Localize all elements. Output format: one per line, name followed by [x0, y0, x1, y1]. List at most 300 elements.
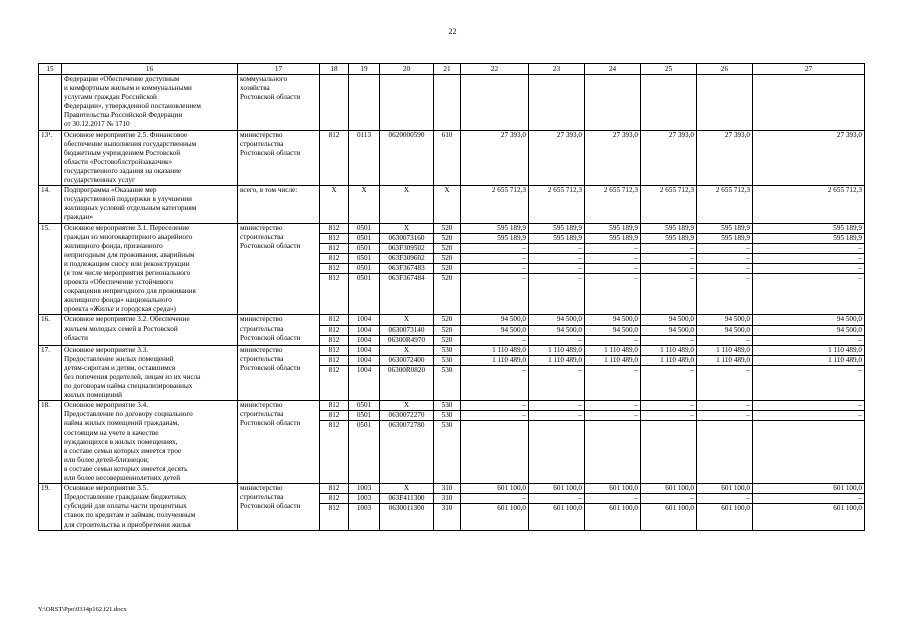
- amount-cell: [585, 186, 641, 223]
- amount-value: 94 500,0: [641, 315, 696, 325]
- measure-name-line: жилищного фонда, признанного: [64, 241, 163, 250]
- code-value: 812: [320, 315, 348, 325]
- amount-cell: [697, 223, 753, 315]
- code-value: 1004: [356, 335, 372, 344]
- amount-value: –: [461, 411, 528, 421]
- amount-value: 601 100,0: [585, 484, 640, 494]
- amount-value: 601 100,0: [753, 484, 864, 494]
- code-value: 812: [320, 356, 348, 366]
- code-cell: [349, 484, 380, 530]
- row-number: 19.: [39, 484, 62, 530]
- amount-value: 27 393,0: [556, 130, 582, 139]
- executor-line: Ростовской области: [240, 363, 301, 372]
- measure-name-line: услугами граждан Российской: [64, 93, 157, 102]
- amount-value: –: [461, 494, 528, 504]
- measure-name-line: бюджетным учреждением Ростовской: [64, 148, 181, 157]
- code-value: 530: [434, 356, 460, 366]
- measure-name: [62, 345, 238, 401]
- amount-value: 601 100,0: [697, 484, 752, 494]
- executor-line: строительства: [240, 493, 284, 502]
- amount-value: 1 110 489,0: [753, 356, 864, 366]
- amount-value: 94 500,0: [753, 315, 864, 325]
- executor: [238, 315, 320, 345]
- measure-name-line: в составе семьи которых имеется трое: [64, 446, 182, 455]
- code-value: 520: [434, 264, 460, 274]
- amount-value: –: [578, 365, 582, 374]
- measure-name-line: граждан»: [64, 213, 93, 222]
- code-value: 0501: [349, 234, 379, 244]
- amount-value: –: [641, 264, 696, 274]
- column-header: 23: [529, 64, 585, 75]
- code-value: 06300R0820: [387, 365, 426, 374]
- measure-name-line: обеспечение выполнения государственным: [64, 139, 197, 148]
- amount-cell: [585, 345, 641, 401]
- amount-value: –: [529, 264, 584, 274]
- amount-cell: [461, 401, 529, 484]
- code-value: 0501: [349, 254, 379, 264]
- code-value: 520: [434, 244, 460, 254]
- amount-cell: [753, 401, 865, 484]
- measure-name-line: по договорам найма специализированных: [64, 382, 193, 391]
- amount-value: 1 110 489,0: [585, 356, 640, 366]
- amount-value: 2 655 712,3: [715, 186, 750, 195]
- amount-cell: [529, 484, 585, 530]
- code-cell: [320, 401, 349, 484]
- executor-line: строительства: [240, 354, 284, 363]
- table-row: [39, 186, 865, 223]
- amount-value: –: [634, 273, 638, 282]
- executor-line: хозяйства: [240, 84, 270, 93]
- amount-value: –: [634, 365, 638, 374]
- code-value: 1004: [349, 346, 379, 356]
- amount-value: –: [641, 254, 696, 264]
- code-value: 0630073160: [380, 234, 433, 244]
- code-value: 0630073140: [380, 326, 433, 336]
- table-row: [39, 484, 865, 530]
- measure-name-line: субсидий для оплаты части процентных: [64, 502, 187, 511]
- row-number: 14.: [39, 186, 62, 223]
- measure-name-line: проекта «Обеспечение устойчивого: [64, 278, 174, 287]
- executor-line: министерство: [240, 315, 283, 324]
- code-value: X: [380, 315, 433, 325]
- amount-value: –: [753, 254, 864, 264]
- amount-value: 601 100,0: [529, 484, 584, 494]
- amount-value: –: [529, 411, 584, 421]
- amount-value: [529, 421, 584, 430]
- amount-value: 94 500,0: [697, 326, 752, 336]
- table-row: [39, 315, 865, 345]
- amount-value: 595 189,9: [753, 234, 864, 244]
- row-number: 18.: [39, 401, 62, 484]
- measure-name-line: жилищного фонда» национального: [64, 296, 172, 305]
- code-value: 812: [320, 234, 348, 244]
- executor-line: министерство: [240, 401, 283, 410]
- amount-cell: [753, 186, 865, 223]
- code-cell: [380, 315, 434, 345]
- amount-value: 595 189,9: [697, 234, 752, 244]
- code-value: 530: [441, 365, 453, 374]
- measure-name-line: нуждающихся в жилых помещениях,: [64, 437, 178, 446]
- amount-cell: [585, 484, 641, 530]
- amount-cell: [585, 130, 641, 186]
- amount-value: 595 189,9: [585, 234, 640, 244]
- amount-value: 94 500,0: [529, 315, 584, 325]
- amount-cell: [697, 345, 753, 401]
- amount-value: 1 110 489,0: [529, 346, 584, 356]
- code-value: 0501: [356, 273, 372, 282]
- amount-value: –: [697, 411, 752, 421]
- amount-value: –: [641, 244, 696, 254]
- amount-value: 601 100,0: [665, 504, 694, 513]
- amount-value: 1 110 489,0: [461, 356, 528, 366]
- code-value: 812: [320, 494, 348, 504]
- amount-cell: [461, 223, 529, 315]
- executor-line: министерство: [240, 130, 283, 139]
- code-cell: [434, 223, 461, 315]
- amount-value: 601 100,0: [553, 504, 582, 513]
- measure-name-line: проекта «Жилье и городская среда»): [64, 305, 176, 314]
- measure-name: [62, 75, 238, 131]
- code-value: 520: [434, 326, 460, 336]
- code-cell: [320, 186, 349, 223]
- code-cell: [320, 223, 349, 315]
- amount-value: 595 189,9: [641, 224, 696, 234]
- amount-value: –: [461, 401, 528, 411]
- code-value: 520: [434, 254, 460, 264]
- code-value: 0501: [349, 224, 379, 234]
- code-value: 0113: [356, 130, 372, 139]
- code-cell: [380, 223, 434, 315]
- code-value: 812: [320, 411, 348, 421]
- code-value: 0501: [349, 264, 379, 274]
- amount-cell: [529, 130, 585, 186]
- amount-value: 27 393,0: [668, 130, 694, 139]
- footer-file-path: Y:\ORST\Ppo\0314p162.f21.docx: [38, 606, 127, 613]
- measure-name: [62, 401, 238, 484]
- amount-value: –: [461, 244, 528, 254]
- code-value: 063F309502: [380, 244, 433, 254]
- column-header: 19: [349, 64, 380, 75]
- measure-name-line: Предоставление по договору социального: [64, 410, 193, 419]
- measure-name-line: Основное мероприятие 2.5. Финансовое: [64, 130, 188, 139]
- measure-name-line: Основное мероприятие 3.3.: [64, 345, 149, 354]
- amount-cell: [529, 401, 585, 484]
- code-value: 06300R4970: [387, 335, 426, 344]
- amount-value: [697, 421, 752, 430]
- code-value: 1003: [349, 484, 379, 494]
- column-header: 20: [380, 64, 434, 75]
- amount-cell: [461, 484, 529, 530]
- code-value: 0501: [356, 421, 372, 430]
- amount-value: 1 110 489,0: [461, 346, 528, 356]
- amount-value: [585, 421, 640, 430]
- amount-value: –: [529, 254, 584, 264]
- amount-value: –: [529, 244, 584, 254]
- amount-value: –: [585, 254, 640, 264]
- code-value: 520: [441, 335, 453, 344]
- amount-value: 601 100,0: [833, 504, 862, 513]
- executor-line: Ростовской области: [240, 93, 301, 102]
- measure-name-line: Подпрограмма «Оказание мер: [64, 186, 157, 195]
- amount-value: 595 189,9: [461, 234, 528, 244]
- code-value: 812: [328, 273, 340, 282]
- amount-value: 94 500,0: [461, 326, 528, 336]
- amount-cell: [641, 345, 697, 401]
- amount-cell: [461, 345, 529, 401]
- code-value: X: [331, 186, 337, 195]
- code-cell: [320, 345, 349, 401]
- amount-value: –: [690, 273, 694, 282]
- executor-line: Ростовской области: [240, 241, 301, 250]
- amount-value: –: [753, 264, 864, 274]
- amount-cell: [753, 484, 865, 530]
- amount-value: 2 655 712,3: [827, 186, 862, 195]
- measure-name-line: Федерации», утвержденной постановлением: [64, 102, 201, 111]
- amount-value: –: [585, 244, 640, 254]
- executor-line: Ростовской области: [240, 419, 301, 428]
- code-value: 0630072780: [388, 421, 425, 430]
- amount-cell: [585, 223, 641, 315]
- amount-value: –: [529, 401, 584, 411]
- code-value: 812: [320, 346, 348, 356]
- amount-value: [753, 421, 864, 430]
- measure-name-line: сокращения непригодного для проживания: [64, 287, 196, 296]
- code-value: X: [361, 186, 367, 195]
- code-value: 530: [434, 411, 460, 421]
- amount-cell: [697, 401, 753, 484]
- amount-cell: [697, 75, 753, 131]
- code-value: 1004: [349, 326, 379, 336]
- row-number: 13¹.: [39, 130, 62, 186]
- amount-value: 94 500,0: [585, 326, 640, 336]
- code-value: 310: [434, 494, 460, 504]
- code-value: X: [380, 401, 433, 411]
- code-value: 0620000590: [388, 130, 425, 139]
- code-cell: [380, 130, 434, 186]
- code-cell: [434, 186, 461, 223]
- code-cell: [349, 130, 380, 186]
- code-cell: [349, 315, 380, 345]
- executor-line: министерство: [240, 223, 283, 232]
- amount-value: –: [858, 273, 862, 282]
- amount-cell: [641, 130, 697, 186]
- amount-value: 601 100,0: [497, 504, 526, 513]
- amount-value: –: [858, 335, 862, 344]
- amount-value: 94 500,0: [641, 326, 696, 336]
- code-value: 063F309602: [380, 254, 433, 264]
- amount-value: [641, 421, 696, 430]
- code-value: 530: [434, 401, 460, 411]
- amount-value: 595 189,9: [753, 224, 864, 234]
- measure-name-line: без попечения родителей, лицам из их числа: [64, 373, 201, 381]
- amount-cell: [697, 130, 753, 186]
- amount-value: –: [634, 335, 638, 344]
- amount-cell: [697, 186, 753, 223]
- amount-value: –: [746, 365, 750, 374]
- amount-cell: [697, 484, 753, 530]
- code-value: 812: [320, 264, 348, 274]
- amount-value: 2 655 712,3: [547, 186, 582, 195]
- amount-cell: [697, 315, 753, 345]
- code-value: 063F367484: [388, 273, 425, 282]
- measure-name: [62, 315, 238, 345]
- executor: [238, 130, 320, 186]
- amount-value: –: [522, 273, 526, 282]
- code-cell: [349, 223, 380, 315]
- code-cell: [320, 484, 349, 530]
- amount-value: –: [697, 264, 752, 274]
- executor-line: строительства: [240, 139, 284, 148]
- amount-value: 601 100,0: [609, 504, 638, 513]
- measure-name: [62, 130, 238, 186]
- code-cell: [434, 345, 461, 401]
- executor-line: строительства: [240, 324, 284, 333]
- amount-value: –: [578, 273, 582, 282]
- amount-value: 2 655 712,3: [603, 186, 638, 195]
- executor-line: Ростовской области: [240, 333, 301, 342]
- table-row: [39, 130, 865, 186]
- amount-value: 595 189,9: [461, 224, 528, 234]
- amount-value: 94 500,0: [753, 326, 864, 336]
- amount-value: 595 189,9: [529, 234, 584, 244]
- measure-name-line: Предоставление гражданам бюджетных: [64, 493, 187, 502]
- measure-name-line: области «Ростовоблстройзаказчик»: [64, 157, 173, 166]
- amount-value: –: [585, 411, 640, 421]
- page-number: 22: [448, 27, 457, 36]
- code-value: X: [444, 186, 450, 195]
- column-header: 24: [585, 64, 641, 75]
- code-cell: [320, 130, 349, 186]
- amount-value: –: [690, 365, 694, 374]
- column-header: 16: [62, 64, 238, 75]
- amount-value: –: [585, 401, 640, 411]
- executor-line: строительства: [240, 410, 284, 419]
- amount-cell: [753, 345, 865, 401]
- measure-name-line: или более несовершеннолетних детей: [64, 474, 181, 483]
- amount-value: 601 100,0: [641, 484, 696, 494]
- code-value: 1003: [356, 504, 372, 513]
- code-value: 812: [320, 484, 348, 494]
- measure-name-line: Федерации «Обеспечение доступным: [64, 75, 180, 83]
- amount-cell: [753, 315, 865, 345]
- table-row: [39, 75, 865, 131]
- amount-value: –: [858, 365, 862, 374]
- column-header: 25: [641, 64, 697, 75]
- code-cell: [434, 315, 461, 345]
- code-value: 812: [328, 130, 340, 139]
- amount-cell: [529, 345, 585, 401]
- code-cell: [320, 75, 349, 131]
- amount-value: 595 189,9: [529, 224, 584, 234]
- column-header: 18: [320, 64, 349, 75]
- measure-name-line: найма жилых помещений гражданам,: [64, 419, 180, 428]
- code-value: 812: [328, 421, 340, 430]
- code-value: 812: [328, 335, 340, 344]
- code-value: X: [380, 346, 433, 356]
- column-header: 22: [461, 64, 529, 75]
- amount-cell: [529, 315, 585, 345]
- column-header: 26: [697, 64, 753, 75]
- row-number: [39, 75, 62, 131]
- code-value: 530: [441, 421, 453, 430]
- amount-value: 94 500,0: [461, 315, 528, 325]
- executor-line: министерство: [240, 484, 283, 493]
- measure-name-line: детям-сиротам и детям, оставшимся: [64, 363, 176, 372]
- amount-value: –: [753, 494, 864, 504]
- measure-name-line: для строительства и приобретения жилья: [64, 520, 191, 529]
- amount-value: –: [697, 401, 752, 411]
- amount-cell: [641, 315, 697, 345]
- amount-value: 27 393,0: [724, 130, 750, 139]
- code-cell: [380, 186, 434, 223]
- measure-name: [62, 484, 238, 530]
- amount-value: –: [522, 365, 526, 374]
- amount-value: 94 500,0: [697, 315, 752, 325]
- amount-value: –: [753, 401, 864, 411]
- code-value: 520: [434, 234, 460, 244]
- amount-cell: [585, 401, 641, 484]
- amount-value: 1 110 489,0: [697, 346, 752, 356]
- amount-value: –: [461, 264, 528, 274]
- amount-value: –: [585, 264, 640, 274]
- code-cell: [320, 315, 349, 345]
- amount-cell: [529, 186, 585, 223]
- code-value: 1004: [356, 365, 372, 374]
- amount-cell: [461, 186, 529, 223]
- code-value: 063F411300: [380, 494, 433, 504]
- amount-value: –: [697, 244, 752, 254]
- amount-cell: [585, 315, 641, 345]
- amount-value: –: [641, 411, 696, 421]
- code-cell: [380, 345, 434, 401]
- measure-name-line: Правительства Российской Федерации: [64, 111, 183, 120]
- measure-name-line: жилых помещений: [64, 391, 122, 400]
- row-number: 15.: [39, 223, 62, 315]
- amount-value: –: [461, 254, 528, 264]
- executor-line: Ростовской области: [240, 502, 301, 511]
- measure-name-line: государственной поддержки в улучшении: [64, 195, 192, 204]
- measure-name-line: граждан из многоквартирного аварийного: [64, 232, 193, 241]
- measure-name-line: и комфортным жильем и коммунальными: [64, 84, 192, 93]
- amount-cell: [529, 223, 585, 315]
- amount-cell: [461, 315, 529, 345]
- code-value: 0501: [349, 244, 379, 254]
- code-value: X: [380, 224, 433, 234]
- column-header: 21: [434, 64, 461, 75]
- executor: [238, 345, 320, 401]
- amount-cell: [461, 130, 529, 186]
- amount-value: –: [753, 244, 864, 254]
- amount-value: 595 189,9: [585, 224, 640, 234]
- table-row: [39, 401, 865, 484]
- code-value: 812: [320, 401, 348, 411]
- amount-cell: [529, 75, 585, 131]
- executor: [238, 223, 320, 315]
- amount-value: –: [690, 335, 694, 344]
- executor: [238, 484, 320, 530]
- code-cell: [380, 401, 434, 484]
- executor-line: строительства: [240, 232, 284, 241]
- code-value: 1004: [349, 356, 379, 366]
- amount-value: 1 110 489,0: [585, 346, 640, 356]
- measure-name-line: в составе семьи которых имеется десять: [64, 464, 188, 473]
- measure-name-line: Предоставление жилых помещений: [64, 354, 174, 363]
- amount-value: 1 110 489,0: [529, 356, 584, 366]
- column-header: 17: [238, 64, 320, 75]
- amount-cell: [753, 75, 865, 131]
- amount-value: 27 393,0: [500, 130, 526, 139]
- code-value: 812: [328, 365, 340, 374]
